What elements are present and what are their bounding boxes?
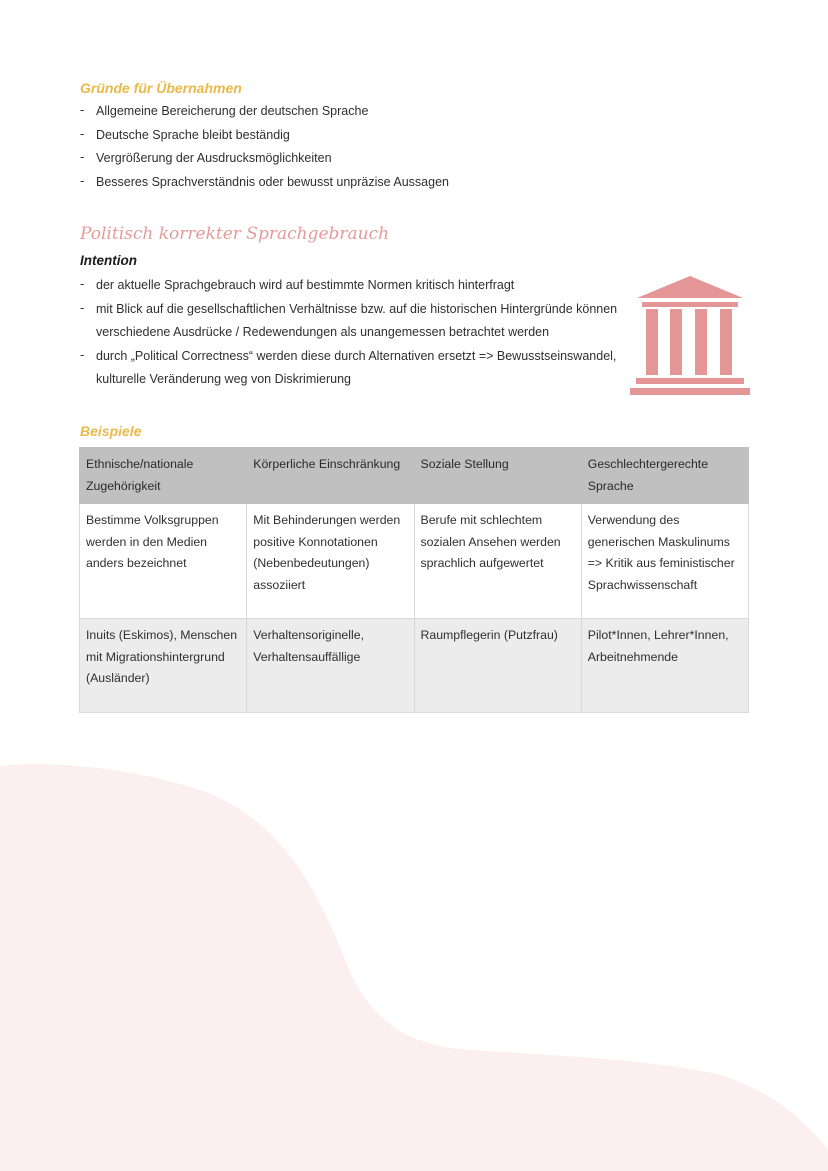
list-item: - mit Blick auf die gesellschaftlichen Verhältnisse bzw. auf die historischen Hintergründe können verschiedene Ausdrücke / Redewendungen als unangemessen betrachtet werden xyxy=(80,298,640,345)
reasons-list xyxy=(80,100,640,194)
table-cell: Berufe mit schlechtem sozialen Ansehen werden sprachlich aufgewertet xyxy=(414,504,581,619)
examples-heading: Beispiele xyxy=(80,423,142,439)
table-row xyxy=(80,504,749,619)
list-item: - Besseres Sprachverständnis oder bewusst unpräzise Aussagen xyxy=(80,171,640,195)
intention-list xyxy=(80,274,640,392)
table-header-row xyxy=(80,448,749,504)
table-cell: Bestimme Volksgruppen werden in den Medien anders bezeichnet xyxy=(80,504,247,619)
table-cell: Inuits (Eskimos), Menschen mit Migrationshintergrund (Ausländer) xyxy=(80,619,247,713)
table-row xyxy=(80,619,749,713)
classical-building-icon xyxy=(628,274,752,398)
column-header: Soziale Stellung xyxy=(414,448,581,504)
list-item: - der aktuelle Sprachgebrauch wird auf bestimmte Normen kritisch hinterfragt xyxy=(80,274,640,298)
list-item: - Allgemeine Bereicherung der deutschen Sprache xyxy=(80,100,640,124)
list-item: - Vergrößerung der Ausdrucksmöglichkeiten xyxy=(80,147,640,171)
column-header: Geschlechtergerechte Sprache xyxy=(581,448,748,504)
column-header: Körperliche Einschränkung xyxy=(247,448,414,504)
table-cell: Verwendung des generischen Maskulinums => Kritik aus feministischer Sprachwissenschaft xyxy=(581,504,748,619)
table-cell: Raumpflegerin (Putzfrau) xyxy=(414,619,581,713)
table-cell: Mit Behinderungen werden positive Konnotationen (Nebenbedeutungen) assoziiert xyxy=(247,504,414,619)
list-item: - Deutsche Sprache bleibt beständig xyxy=(80,124,640,148)
list-item: - durch „Political Correctness“ werden diese durch Alternativen ersetzt => Bewusstseinswandel, kulturelle Veränderung weg von Diskrimierung xyxy=(80,345,640,392)
examples-table xyxy=(79,447,749,713)
reasons-heading: Gründe für Übernahmen xyxy=(80,80,242,96)
political-heading: Politisch korrekter Sprachgebrauch xyxy=(80,224,390,244)
table-cell: Pilot*Innen, Lehrer*Innen, Arbeitnehmende xyxy=(581,619,748,713)
intention-heading: Intention xyxy=(80,253,137,268)
column-header: Ethnische/nationale Zugehörigkeit xyxy=(80,448,247,504)
table-cell: Verhaltensoriginelle, Verhaltensauffällige xyxy=(247,619,414,713)
